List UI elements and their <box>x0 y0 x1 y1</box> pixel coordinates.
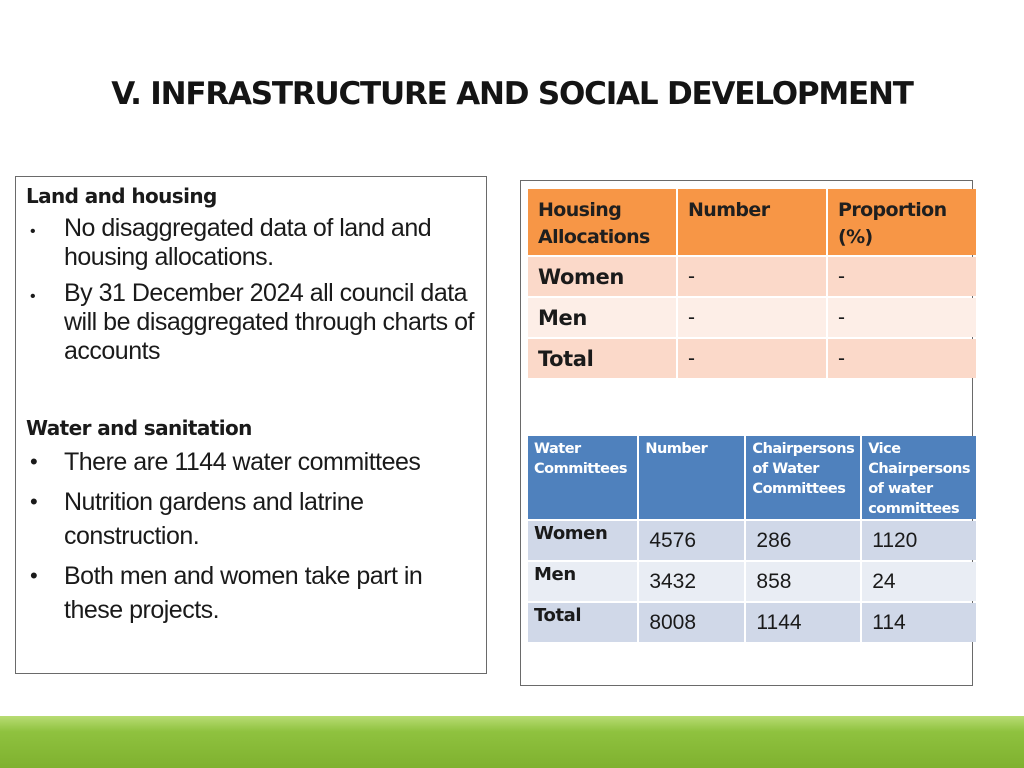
list-item <box>26 279 476 366</box>
table-cell: - <box>828 257 976 296</box>
table-row <box>528 298 976 337</box>
row-label: Total <box>528 339 676 378</box>
table-cell: 1120 <box>862 521 976 560</box>
table-row <box>528 603 976 642</box>
list-item <box>26 214 476 272</box>
list-item-text: No disaggregated data of land and housing allocations. <box>64 214 432 271</box>
table-cell: 8008 <box>639 603 744 642</box>
column-header: Proportion (%) <box>828 189 976 255</box>
table-cell: 114 <box>862 603 976 642</box>
slide-title: V. INFRASTRUCTURE AND SOCIAL DEVELOPMENT <box>111 76 913 112</box>
bullet-icon: • <box>30 449 38 474</box>
bullet-icon: • <box>30 489 38 514</box>
table-cell: 858 <box>746 562 860 601</box>
table-row <box>528 339 976 378</box>
row-label: Total <box>528 603 637 642</box>
tables-panel <box>520 180 973 686</box>
table-header-row <box>528 436 976 519</box>
bullet-icon: • <box>30 288 36 305</box>
list-item-text: There are 1144 water committees <box>64 448 421 476</box>
column-header: Number <box>639 436 744 519</box>
table-row <box>528 562 976 601</box>
column-header: Vice Chairpersons of water committees <box>862 436 976 519</box>
list-item-text: Nutrition gardens and latrine construction. <box>64 488 364 550</box>
water-sanitation-list <box>26 445 476 627</box>
table-cell: - <box>678 339 826 378</box>
row-label: Women <box>528 521 637 560</box>
bullet-icon: • <box>30 563 38 588</box>
table-cell: 1144 <box>746 603 860 642</box>
footer-bar <box>0 716 1024 768</box>
table-cell: 4576 <box>639 521 744 560</box>
table-row <box>528 521 976 560</box>
table-cell: - <box>678 298 826 337</box>
land-housing-heading: Land and housing <box>26 184 217 208</box>
table-cell: 24 <box>862 562 976 601</box>
column-header: Water Committees <box>528 436 637 519</box>
row-label: Women <box>528 257 676 296</box>
table-header-row <box>528 189 976 255</box>
list-item <box>26 485 476 553</box>
list-item <box>26 445 476 479</box>
table-cell: - <box>828 298 976 337</box>
table-cell: - <box>678 257 826 296</box>
row-label: Men <box>528 562 637 601</box>
text-panel <box>15 176 487 674</box>
table-cell: - <box>828 339 976 378</box>
water-committees-table <box>526 434 978 644</box>
table-cell: 286 <box>746 521 860 560</box>
land-housing-list <box>26 214 476 366</box>
column-header: Number <box>678 189 826 255</box>
list-item <box>26 559 476 627</box>
row-label: Men <box>528 298 676 337</box>
table-cell: 3432 <box>639 562 744 601</box>
column-header: Housing Allocations <box>528 189 676 255</box>
water-sanitation-heading: Water and sanitation <box>26 416 252 440</box>
bullet-icon: • <box>30 223 36 240</box>
column-header: Chairpersons of Water Committees <box>746 436 860 519</box>
list-item-text: By 31 December 2024 all council data will be disaggregated through charts of accounts <box>64 279 474 365</box>
housing-allocations-table <box>526 187 978 380</box>
table-row <box>528 257 976 296</box>
list-item-text: Both men and women take part in these projects. <box>64 562 423 624</box>
